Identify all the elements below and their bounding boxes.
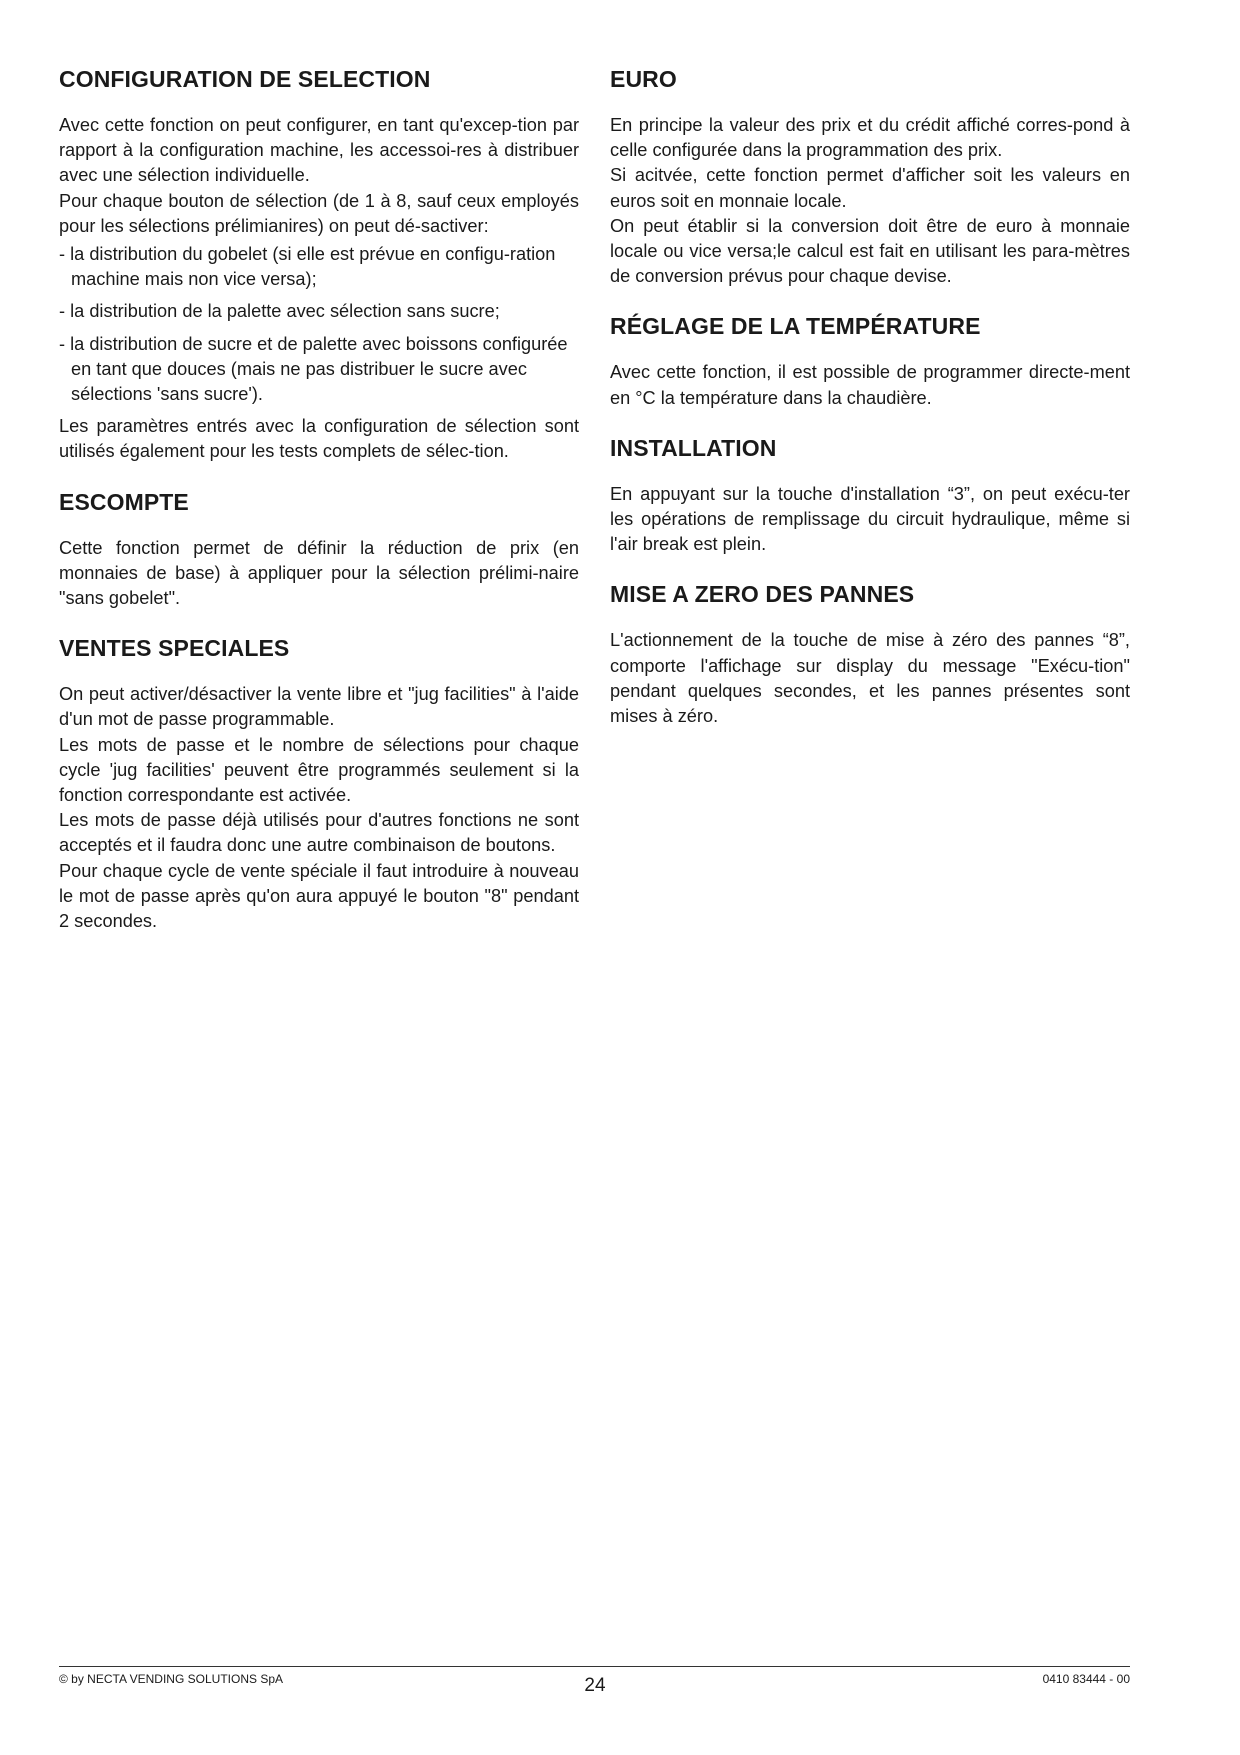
dash-list [59, 242, 579, 407]
footer-copyright: © by NECTA VENDING SOLUTIONS SpA [59, 1672, 284, 1686]
paragraph: Cette fonction permet de définir la réduction de prix (en monnaies de base) à appliquer pour la sélection prélimi-naire "sans gobelet". [59, 537, 579, 609]
left-column [59, 66, 579, 958]
paragraph: Avec cette fonction on peut configurer, en tant qu'excep-tion par rapport à la configuration machine, les accessoi-res à distribuer avec une sélection individuelle. [59, 115, 579, 186]
section-title: RÉGLAGE DE LA TEMPÉRATURE [610, 313, 981, 340]
paragraph: L'actionnement de la touche de mise à zéro des pannes “8”, comporte l'affichage sur display du message "Exécu-tion" pendant quelques secondes, et les pannes présentes sont mises à zéro. [610, 630, 1130, 727]
paragraph: En appuyant sur la touche d'installation “3”, on peut exécu-ter les opérations de remplissage du circuit hydraulique, même si l'air break est plein. [610, 483, 1130, 555]
page-number: 24 [584, 1675, 606, 1696]
section-configuration [59, 66, 579, 465]
document-code: 0410 83444 - 00 [1042, 1672, 1130, 1686]
section-escompte [59, 489, 579, 612]
section-title: ESCOMPTE [59, 488, 189, 515]
paragraph: Les mots de passe déjà utilisés pour d'autres fonctions ne sont acceptés et il faudra donc une autre combinaison de boutons. [59, 810, 579, 856]
section-temperature [610, 313, 1130, 410]
section-pannes [610, 581, 1130, 729]
paragraph: Les paramètres entrés avec la configuration de sélection sont utilisés également pour les tests complets de sélec-tion. [59, 416, 579, 462]
section-ventes-speciales [59, 635, 579, 934]
footer-divider [59, 1666, 1130, 1667]
paragraph: Pour chaque cycle de vente spéciale il faut introduire à nouveau le mot de passe après qu'on aura appuyé le bouton "8" pendant 2 secondes. [59, 860, 579, 932]
paragraph: Avec cette fonction, il est possible de programmer directe-ment en °C la température dans la chaudière. [610, 362, 1130, 408]
list-item: - la distribution du gobelet (si elle est prévue en configu-ration machine mais non vice versa); [59, 244, 556, 290]
list-item: - la distribution de la palette avec sélection sans sucre; [59, 301, 500, 322]
section-title: INSTALLATION [610, 434, 777, 461]
paragraph: Les mots de passe et le nombre de sélections pour chaque cycle 'jug facilities' peuvent être programmés seulement si la fonction correspondante est activée. [59, 734, 579, 806]
section-title: CONFIGURATION DE SELECTION [59, 66, 431, 92]
right-column [610, 66, 1130, 753]
paragraph: On peut activer/désactiver la vente libre et "jug facilities" à l'aide d'un mot de passe programmable. [59, 684, 579, 730]
section-title: EURO [610, 66, 677, 92]
paragraph: On peut établir si la conversion doit être de euro à monnaie locale ou vice versa;le calcul est fait en utilisant les para-mètres de conversion prévus pour chaque devise. [610, 215, 1130, 287]
paragraph: Pour chaque bouton de sélection (de 1 à 8, sauf ceux employés pour les sélections prélimianires) on peut dé-sactiver: [59, 190, 579, 236]
section-title: MISE A ZERO DES PANNES [610, 581, 915, 608]
paragraph: Si acitvée, cette fonction permet d'afficher soit les valeurs en euros soit en monnaie locale. [610, 165, 1130, 211]
section-euro [610, 66, 1130, 289]
paragraph: En principe la valeur des prix et du crédit affiché corres-pond à celle configurée dans la programmation des prix. [610, 115, 1130, 161]
section-installation [610, 435, 1130, 558]
list-item: - la distribution de sucre et de palette avec boissons configurée en tant que douces (mais ne pas distribuer le sucre avec sélections 'sans sucre'). [59, 333, 568, 405]
section-title: VENTES SPECIALES [59, 635, 290, 662]
